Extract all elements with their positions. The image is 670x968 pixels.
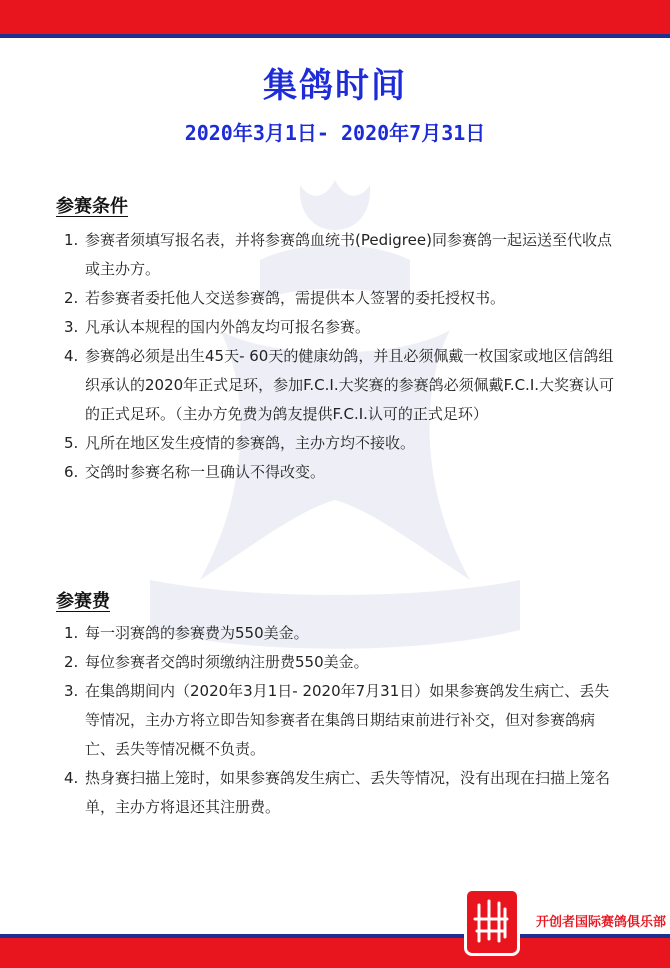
section-heading-fees: 参赛费 bbox=[56, 591, 110, 612]
item-text: 热身赛扫描上笼时，如果参赛鸽发生病亡、丢失等情况，没有出现在扫描上笼名单，主办方将退还其注册费。 bbox=[85, 769, 611, 816]
bottom-red-banner bbox=[0, 938, 670, 968]
item-number: 1. bbox=[64, 231, 79, 249]
section-heading-conditions: 参赛条件 bbox=[56, 196, 128, 217]
item-number: 3. bbox=[64, 318, 79, 336]
top-blue-stripe bbox=[0, 34, 670, 38]
list-item bbox=[64, 284, 624, 313]
list-item bbox=[64, 458, 624, 487]
list-item bbox=[64, 619, 624, 648]
club-logo-icon bbox=[464, 888, 520, 956]
item-text: 交鸽时参赛名称一旦确认不得改变。 bbox=[85, 463, 326, 481]
item-text: 凡所在地区发生疫情的参赛鸽，主办方均不接收。 bbox=[85, 434, 416, 452]
item-text: 若参赛者委托他人交送参赛鸽，需提供本人签署的委托授权书。 bbox=[85, 289, 506, 307]
item-text: 每一羽赛鸽的参赛费为550美金。 bbox=[85, 624, 309, 642]
item-number: 2. bbox=[64, 653, 79, 671]
top-red-banner bbox=[0, 0, 670, 34]
item-text: 参赛鸽必须是出生45天- 60天的健康幼鸽，并且必须佩戴一枚国家或地区信鸽组织承认的2020年正式足环，参加F.C.I.大奖赛的参赛鸽必须佩戴F.C.I.大奖赛认可的正式足环。（主办方免费为鸽友提供F.C.I.认可的正式足环） bbox=[85, 347, 615, 423]
list-item bbox=[64, 342, 624, 429]
item-text: 凡承认本规程的国内外鸽友均可报名参赛。 bbox=[85, 318, 371, 336]
list-item bbox=[64, 313, 624, 342]
item-number: 2. bbox=[64, 289, 79, 307]
item-text: 参赛者须填写报名表，并将参赛鸽血统书(Pedigree)同参赛鸽一起运送至代收点或主办方。 bbox=[85, 231, 612, 278]
item-number: 1. bbox=[64, 624, 79, 642]
page-title: 集鸽时间 bbox=[263, 66, 407, 106]
item-number: 5. bbox=[64, 434, 79, 452]
item-number: 4. bbox=[64, 769, 79, 787]
item-number: 4. bbox=[64, 347, 79, 365]
item-text: 在集鸽期间内（2020年3月1日- 2020年7月31日）如果参赛鸽发生病亡、丢失等情况，主办方将立即告知参赛者在集鸽日期结束前进行补交，但对参赛鸽病亡、丢失等情况概不负责。 bbox=[85, 682, 610, 758]
item-number: 6. bbox=[64, 463, 79, 481]
list-item bbox=[64, 429, 624, 458]
list-item bbox=[64, 226, 624, 284]
conditions-list bbox=[64, 226, 624, 487]
list-item bbox=[64, 677, 624, 764]
fees-list bbox=[64, 619, 624, 822]
club-name: 开创者国际赛鸽俱乐部 bbox=[532, 910, 670, 931]
item-text: 每位参赛者交鸽时须缴纳注册费550美金。 bbox=[85, 653, 369, 671]
list-item bbox=[64, 648, 624, 677]
item-number: 3. bbox=[64, 682, 79, 700]
logo-glyph-icon bbox=[467, 891, 517, 953]
list-item bbox=[64, 764, 624, 822]
date-range: 2020年3月1日- 2020年7月31日 bbox=[184, 121, 486, 145]
